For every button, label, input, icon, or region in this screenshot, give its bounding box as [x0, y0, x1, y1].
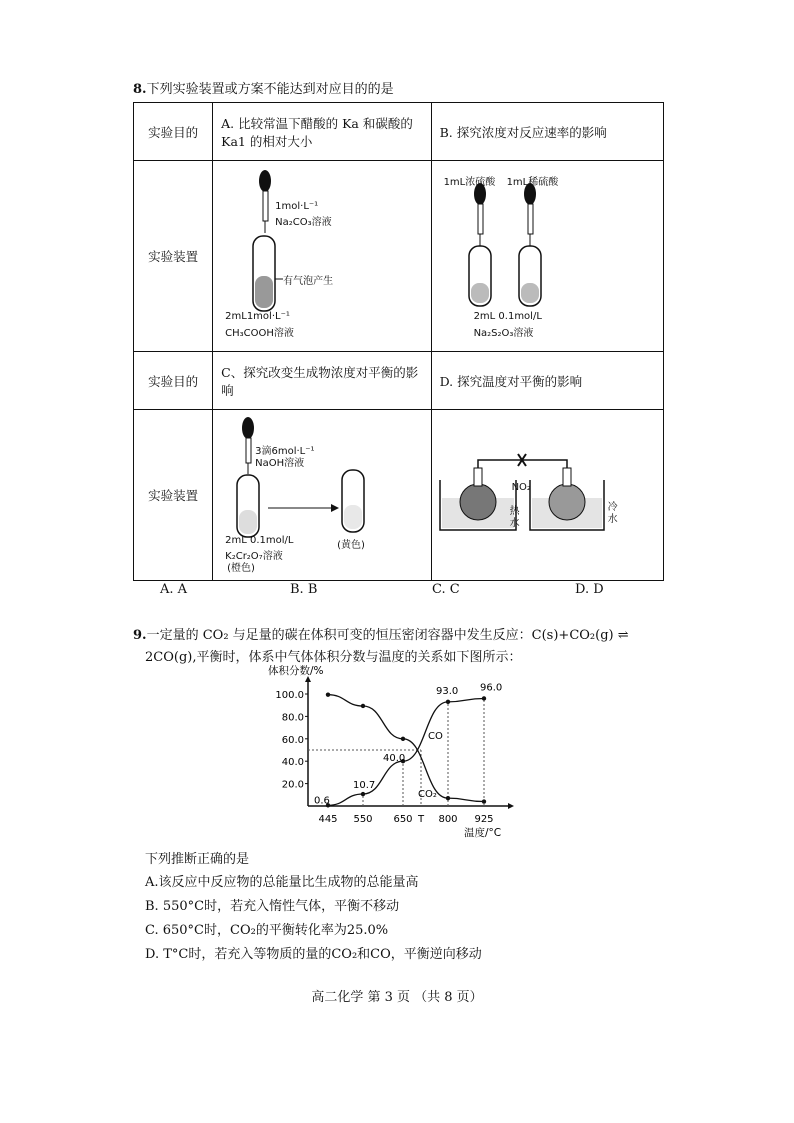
q8-option-d: D. D [575, 582, 604, 597]
series-label-co2: CO₂ [418, 789, 437, 801]
q8-option-c: C. C [432, 582, 460, 597]
row-label-device-2: 实验装置 [134, 410, 213, 581]
chart [266, 664, 526, 844]
data-point [401, 737, 405, 741]
device-a-bubble-label: 有气泡产生 [283, 276, 334, 287]
y-tick-label: 80.0 [281, 712, 304, 724]
device-c-result-label: (黄色) [337, 540, 365, 551]
device-a-dropper-label-1: 1mol·L⁻¹ [275, 201, 319, 212]
device-d-hot-label: 热水 [509, 506, 520, 529]
data-label: 96.0 [480, 682, 503, 694]
data-point [446, 700, 450, 704]
x-tick-label: 445 [318, 814, 338, 825]
data-label: 40.0 [383, 753, 406, 765]
y-tick-label: 100.0 [275, 690, 304, 701]
device-d-drawing [432, 410, 648, 577]
series-line-co [328, 698, 484, 805]
q8-option-b: B. B [290, 582, 318, 597]
x-tick-label: 925 [474, 814, 494, 825]
question-9-stem-line1: 9.一定量的 CO₂ 与足量的碳在体积可变的恒压密闭容器中发生反应：C(s)+CO₂(g) ⇌ [133, 628, 629, 643]
device-b-tube-label-1: 2mL 0.1mol/L [473, 311, 542, 322]
purpose-d: D. 探究温度对平衡的影响 [431, 352, 663, 410]
device-b [431, 161, 663, 352]
row-label-purpose-2: 实验目的 [134, 352, 213, 410]
data-label: 93.0 [436, 685, 459, 697]
device-c-dropper-label-2: NaOH溶液 [255, 458, 305, 469]
series-label-co: CO [428, 730, 443, 742]
y-tick-label: 20.0 [281, 779, 304, 791]
data-point [482, 799, 486, 803]
device-c-dropper-label-1: 3滴6mol·L⁻¹ [255, 446, 315, 457]
device-b-label-right: 1mL稀硫酸 [506, 177, 559, 188]
device-a-tube-label-2: CH₃COOH溶液 [225, 328, 294, 339]
x-tick-label: 550 [353, 814, 373, 825]
data-point [361, 792, 365, 796]
row-label-device: 实验装置 [134, 161, 213, 352]
q9-option-a: A.该反应中反应物的总能量比生成物的总能量高 [145, 875, 419, 890]
page-footer: 高二化学 第 3 页 （共 8 页） [311, 990, 483, 1005]
q9-option-c: C. 650°C时，CO₂的平衡转化率为25.0% [145, 923, 389, 938]
y-tick-label: 40.0 [281, 757, 304, 769]
device-c-tube-label-1: 2mL 0.1mol/L [225, 535, 294, 546]
x-tick-label: 650 [393, 814, 413, 825]
experiment-table [133, 102, 664, 581]
data-label: 10.7 [353, 780, 376, 792]
data-point [446, 796, 450, 800]
question-9-after-chart: 下列推断正确的是 [145, 852, 250, 867]
data-point [482, 696, 486, 700]
device-b-tube-label-2: Na₂S₂O₃溶液 [473, 328, 534, 339]
y-axis-title: 体积分数/% [268, 665, 324, 677]
x-axis-arrow [508, 803, 514, 809]
device-d [431, 410, 663, 581]
device-a [213, 161, 431, 352]
x-tick-label: 800 [438, 814, 458, 825]
purpose-c: C、探究改变生成物浓度对平衡的影响 [213, 352, 431, 410]
question-8-stem: 8.下列实验装置或方案不能达到对应目的的是 [133, 82, 394, 97]
purpose-a: A. 比较常温下醋酸的 Ka 和碳酸的 Ka1 的相对大小 [213, 103, 431, 161]
device-a-dropper-label-2: Na₂CO₃溶液 [275, 217, 332, 228]
device-c-tube-label-2: K₂Cr₂O₇溶液 [225, 551, 283, 562]
series-line-co2 [328, 695, 484, 802]
row-label-purpose: 实验目的 [134, 103, 213, 161]
x-tick-label: T [417, 814, 425, 825]
data-point [361, 704, 365, 708]
data-point [326, 692, 330, 696]
purpose-b: B. 探究浓度对反应速率的影响 [431, 103, 663, 161]
q9-option-d: D. T°C时，若充入等物质的量的CO₂和CO，平衡逆向移动 [145, 947, 482, 962]
device-c [213, 410, 431, 581]
device-b-label-left: 1mL浓硫酸 [443, 177, 496, 188]
question-9-stem-line2: 2CO(g),平衡时，体系中气体体积分数与温度的关系如下图所示： [145, 650, 522, 665]
device-d-cold-label: 冷水 [607, 502, 618, 525]
q9-option-b: B. 550°C时，若充入惰性气体，平衡不移动 [145, 899, 400, 914]
x-axis-title: 温度/°C [464, 827, 502, 839]
device-a-tube-label-1: 2mL1mol·L⁻¹ [225, 311, 290, 322]
y-tick-label: 60.0 [281, 734, 304, 746]
q8-option-a: A. A [160, 582, 188, 597]
device-c-tube-label-3: (橙色) [227, 563, 255, 574]
data-label: 0.6 [314, 795, 330, 807]
device-d-gas-label: NO₂ [511, 482, 531, 493]
